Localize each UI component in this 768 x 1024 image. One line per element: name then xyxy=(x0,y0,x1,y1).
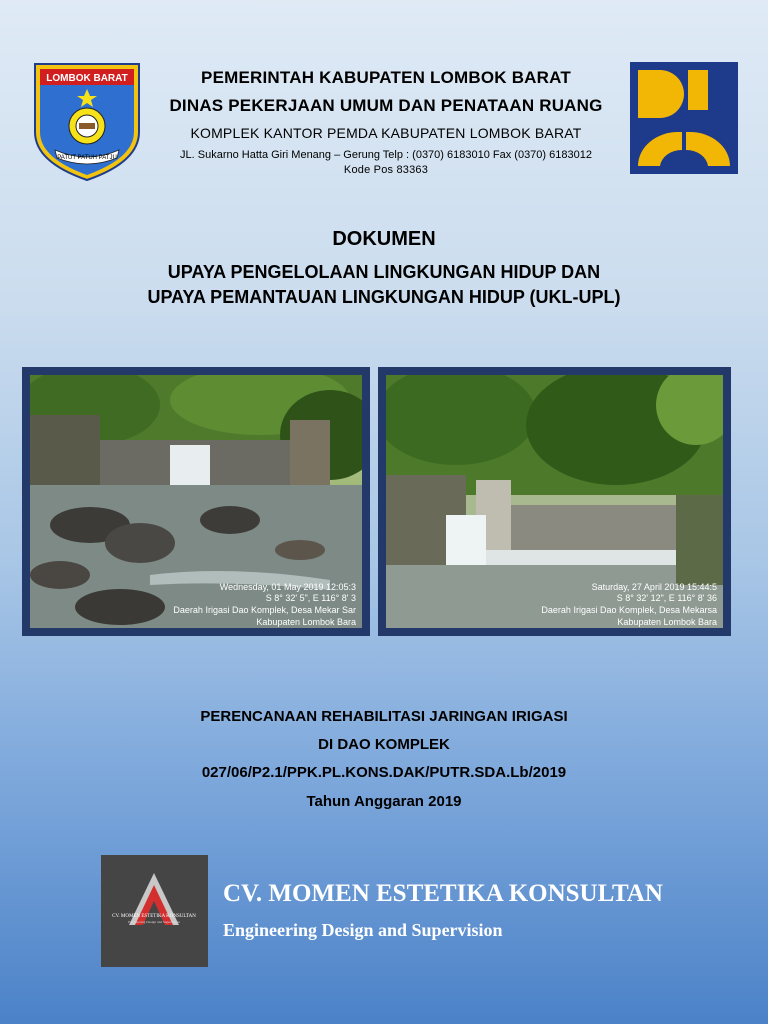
company-logo-text: CV. MOMEN ESTETIKA KONSULTAN xyxy=(112,914,196,919)
photo-irrigation-weir xyxy=(378,367,731,636)
header-address: JL. Sukarno Hatta Giri Menang – Gerung Telp : (0370) 6183010 Fax (0370) 6183012 xyxy=(180,149,592,161)
photo-right-timestamp: Saturday, 27 April 2019 15:44:5 xyxy=(591,582,717,592)
header-government-name: PEMERINTAH KABUPATEN LOMBOK BARAT xyxy=(201,68,571,87)
pu-logo xyxy=(630,62,738,174)
emblem-motto: PATUT PATUH PATJU xyxy=(57,155,117,161)
photo-left-coordinates: S 8° 32' 5", E 116° 8' 3 xyxy=(265,593,356,603)
lombok-barat-emblem xyxy=(33,62,141,182)
photo-left-location: Daerah Irigasi Dao Komplek, Desa Mekar Sar xyxy=(173,605,356,615)
company-logo-subtext: Engineering Design and Supervision xyxy=(128,920,180,924)
document-title-line2: UPAYA PEMANTAUAN LINGKUNGAN HIDUP (UKL-UPL) xyxy=(147,287,621,307)
header-office-complex: KOMPLEK KANTOR PEMDA KABUPATEN LOMBOK BARAT xyxy=(190,125,582,141)
project-contract-number: 027/06/P2.1/PPK.PL.KONS.DAK/PUTR.SDA.Lb/2019 xyxy=(201,764,567,781)
company-tagline: Engineering Design and Supervision xyxy=(223,920,503,940)
photo-left-timestamp: Wednesday, 01 May 2019 12:05:3 xyxy=(219,582,356,592)
company-logo xyxy=(101,855,208,967)
photo-left-regency: Kabupaten Lombok Bara xyxy=(256,617,356,627)
project-title-line2: DI DAO KOMPLEK xyxy=(318,736,450,753)
document-label: DOKUMEN xyxy=(332,228,436,250)
header-postal-code: Kode Pos 83363 xyxy=(343,164,429,176)
company-name: CV. MOMEN ESTETIKA KONSULTAN xyxy=(223,880,663,907)
document-title-line1: UPAYA PENGELOLAAN LINGKUNGAN HIDUP DAN xyxy=(167,262,601,282)
header-department-name: DINAS PEKERJAAN UMUM DAN PENATAAN RUANG xyxy=(169,96,603,115)
photo-right-coordinates: S 8° 32' 12", E 116° 8' 36 xyxy=(616,593,717,603)
photo-weir-waterfall xyxy=(22,367,370,636)
photo-right-location: Daerah Irigasi Dao Komplek, Desa Mekarsa xyxy=(541,605,717,615)
photo-right-regency: Kabupaten Lombok Bara xyxy=(617,617,717,627)
project-title-line1: PERENCANAAN REHABILITASI JARINGAN IRIGASI xyxy=(200,708,568,725)
emblem-top-text: LOMBOK BARAT xyxy=(46,73,128,84)
project-fiscal-year: Tahun Anggaran 2019 xyxy=(306,793,462,810)
